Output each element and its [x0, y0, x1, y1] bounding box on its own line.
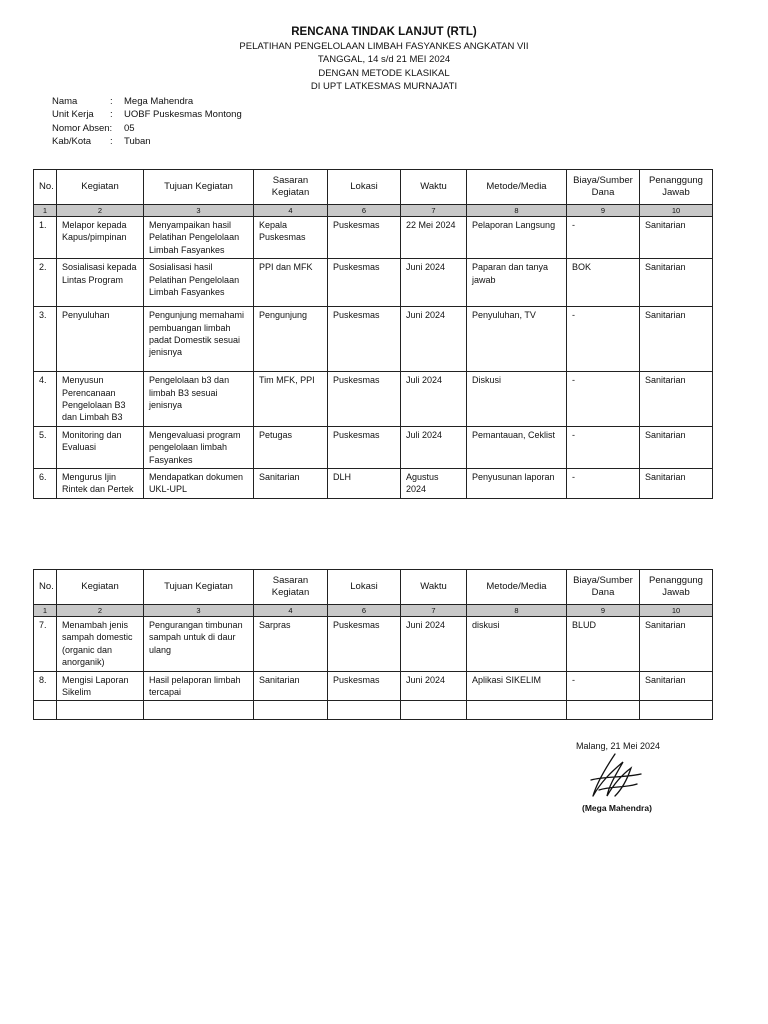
cell-tujuan: [144, 701, 254, 720]
cell-tujuan: Pengelolaan b3 dan limbah B3 sesuai jenisnya: [144, 372, 254, 427]
cell-waktu: Juni 2024: [401, 259, 467, 307]
column-number: 9: [567, 205, 640, 217]
cell-biaya: -: [567, 307, 640, 372]
column-number: 8: [467, 605, 567, 617]
signature-place-date: Malang, 21 Mei 2024: [576, 741, 661, 751]
cell-pj: Sanitarian: [640, 426, 713, 468]
column-header: Waktu: [401, 170, 467, 205]
column-number: 6: [328, 205, 401, 217]
column-number: 6: [328, 605, 401, 617]
identity-block: [52, 95, 242, 148]
cell-lokasi: DLH: [328, 469, 401, 499]
column-header: No.: [34, 170, 57, 205]
header-line-1: PELATIHAN PENGELOLAAN LIMBAH FASYANKES ANGKATAN VII: [239, 40, 529, 52]
cell-biaya: -: [567, 469, 640, 499]
column-header: Sasaran Kegiatan: [254, 170, 328, 205]
cell-biaya: BLUD: [567, 617, 640, 672]
cell-kegiatan: [57, 701, 144, 720]
column-header: Lokasi: [328, 570, 401, 605]
column-number: 1: [34, 205, 57, 217]
cell-waktu: 22 Mei 2024: [401, 217, 467, 259]
cell-lokasi: Puskesmas: [328, 671, 401, 701]
column-number: 3: [144, 605, 254, 617]
identity-row: [52, 108, 242, 121]
cell-waktu: [401, 701, 467, 720]
cell-sasaran: Sanitarian: [254, 671, 328, 701]
cell-sasaran: Sarpras: [254, 617, 328, 672]
signatory-name: (Mega Mahendra): [582, 803, 652, 813]
column-number: 7: [401, 205, 467, 217]
identity-separator: :: [110, 135, 113, 147]
identity-value: Mega Mahendra: [124, 96, 194, 107]
identity-separator: :: [110, 109, 113, 121]
cell-no: 5.: [34, 426, 57, 468]
cell-kegiatan: Monitoring dan Evaluasi: [57, 426, 144, 468]
column-number: 2: [57, 605, 144, 617]
cell-pj: Sanitarian: [640, 617, 713, 672]
cell-tujuan: Sosialisasi hasil Pelatihan Pengelolaan Limbah Fasyankes: [144, 259, 254, 307]
table-header-row: [34, 170, 713, 205]
column-number: 9: [567, 605, 640, 617]
cell-metode: [467, 701, 567, 720]
column-number-row: [34, 605, 713, 617]
cell-sasaran: Tim MFK, PPI: [254, 372, 328, 427]
document-title: RENCANA TINDAK LANJUT (RTL): [291, 26, 477, 38]
identity-row: [52, 95, 242, 108]
cell-waktu: Juli 2024: [401, 372, 467, 427]
column-number: 2: [57, 205, 144, 217]
identity-value: UOBF Puskesmas Montong: [124, 109, 242, 121]
cell-waktu: Agustus 2024: [401, 469, 467, 499]
column-number: 7: [401, 605, 467, 617]
cell-pj: [640, 701, 713, 720]
cell-tujuan: Hasil pelaporan limbah tercapai: [144, 671, 254, 701]
cell-no: 1.: [34, 217, 57, 259]
column-header: Kegiatan: [57, 570, 144, 605]
column-number: 3: [144, 205, 254, 217]
column-header: No.: [34, 570, 57, 605]
column-header: Penanggung Jawab: [640, 570, 713, 605]
cell-kegiatan: Sosialisasi kepada Lintas Program: [57, 259, 144, 307]
cell-lokasi: [328, 701, 401, 720]
cell-kegiatan: Melapor kepada Kapus/pimpinan: [57, 217, 144, 259]
identity-label: Kab/Kota: [52, 135, 92, 147]
document-header: [0, 26, 768, 94]
column-number: 8: [467, 205, 567, 217]
cell-pj: Sanitarian: [640, 372, 713, 427]
cell-pj: Sanitarian: [640, 217, 713, 259]
cell-pj: Sanitarian: [640, 259, 713, 307]
cell-no: 2.: [34, 259, 57, 307]
column-header: Tujuan Kegiatan: [144, 570, 254, 605]
identity-label: Nama: [52, 96, 78, 107]
cell-biaya: BOK: [567, 259, 640, 307]
cell-metode: Aplikasi SIKELIM: [467, 671, 567, 701]
cell-sasaran: PPI dan MFK: [254, 259, 328, 307]
cell-metode: Penyuluhan, TV: [467, 307, 567, 372]
header-line-4: DI UPT LATKESMAS MURNAJATI: [310, 81, 458, 92]
column-header: Lokasi: [328, 170, 401, 205]
cell-tujuan: Menyampaikan hasil Pelatihan Pengelolaan Limbah Fasyankes: [144, 217, 254, 259]
identity-value: 05: [124, 122, 135, 134]
table-row-empty: [34, 701, 713, 720]
table-row: [34, 307, 713, 372]
cell-kegiatan: Menambah jenis sampah domestic (organic dan anorganik): [57, 617, 144, 672]
cell-kegiatan: Mengurus Ijin Rintek dan Pertek: [57, 469, 144, 499]
cell-no: 6.: [34, 469, 57, 499]
cell-no: [34, 701, 57, 720]
cell-lokasi: Puskesmas: [328, 217, 401, 259]
identity-value: Tuban: [124, 135, 151, 147]
cell-metode: Pelaporan Langsung: [467, 217, 567, 259]
cell-metode: Penyusunan laporan: [467, 469, 567, 499]
column-number: 10: [640, 205, 713, 217]
rtl-table-2: [33, 569, 713, 720]
cell-no: 7.: [34, 617, 57, 672]
table-row: [34, 469, 713, 499]
cell-lokasi: Puskesmas: [328, 259, 401, 307]
identity-row: [52, 135, 242, 148]
handwritten-signature: [585, 752, 645, 805]
cell-no: 4.: [34, 372, 57, 427]
cell-biaya: -: [567, 372, 640, 427]
cell-pj: Sanitarian: [640, 469, 713, 499]
column-number: 4: [254, 205, 328, 217]
table-row: [34, 217, 713, 259]
cell-no: 8.: [34, 671, 57, 701]
cell-biaya: -: [567, 671, 640, 701]
cell-lokasi: Puskesmas: [328, 372, 401, 427]
cell-tujuan: Pengunjung memahami pembuangan limbah padat Domestik sesuai jenisnya: [144, 307, 254, 372]
cell-biaya: -: [567, 217, 640, 259]
cell-metode: diskusi: [467, 617, 567, 672]
cell-sasaran: [254, 701, 328, 720]
table-row: [34, 671, 713, 701]
cell-pj: Sanitarian: [640, 671, 713, 701]
cell-waktu: Juni 2024: [401, 617, 467, 672]
column-number: 1: [34, 605, 57, 617]
cell-tujuan: Mengevaluasi program pengelolaan limbah Fasyankes: [144, 426, 254, 468]
cell-kegiatan: Mengisi Laporan Sikelim: [57, 671, 144, 701]
column-header: Biaya/Sumber Dana: [567, 170, 640, 205]
cell-pj: Sanitarian: [640, 307, 713, 372]
cell-lokasi: Puskesmas: [328, 617, 401, 672]
cell-metode: Diskusi: [467, 372, 567, 427]
table-header-row: [34, 570, 713, 605]
cell-tujuan: Mendapatkan dokumen UKL-UPL: [144, 469, 254, 499]
cell-metode: Pemantauan, Ceklist: [467, 426, 567, 468]
header-line-2: TANGGAL, 14 s/d 21 MEI 2024: [317, 54, 451, 65]
identity-row: [52, 122, 242, 135]
column-header: Sasaran Kegiatan: [254, 570, 328, 605]
table-row: [34, 617, 713, 672]
column-header: Biaya/Sumber Dana: [567, 570, 640, 605]
table-row: [34, 259, 713, 307]
identity-label: Nomor Absen:: [52, 122, 113, 134]
identity-label: Unit Kerja: [52, 109, 94, 121]
table-row: [34, 372, 713, 427]
cell-waktu: Juni 2024: [401, 671, 467, 701]
table-row: [34, 426, 713, 468]
cell-lokasi: Puskesmas: [328, 307, 401, 372]
column-header: Metode/Media: [467, 570, 567, 605]
cell-sasaran: Kepala Puskesmas: [254, 217, 328, 259]
header-line-3: DENGAN METODE KLASIKAL: [318, 67, 450, 79]
cell-waktu: Juni 2024: [401, 307, 467, 372]
cell-no: 3.: [34, 307, 57, 372]
cell-lokasi: Puskesmas: [328, 426, 401, 468]
column-header: Waktu: [401, 570, 467, 605]
cell-kegiatan: Menyusun Perencanaan Pengelolaan B3 dan Limbah B3: [57, 372, 144, 427]
cell-sasaran: Sanitarian: [254, 469, 328, 499]
cell-tujuan: Pengurangan timbunan sampah untuk di daur ulang: [144, 617, 254, 672]
cell-metode: Paparan dan tanya jawab: [467, 259, 567, 307]
cell-kegiatan: Penyuluhan: [57, 307, 144, 372]
column-header: Penanggung Jawab: [640, 170, 713, 205]
cell-sasaran: Petugas: [254, 426, 328, 468]
column-number: 10: [640, 605, 713, 617]
column-number-row: [34, 205, 713, 217]
column-header: Kegiatan: [57, 170, 144, 205]
cell-biaya: [567, 701, 640, 720]
cell-waktu: Juli 2024: [401, 426, 467, 468]
column-number: 4: [254, 605, 328, 617]
rtl-table-1: [33, 169, 713, 499]
cell-sasaran: Pengunjung: [254, 307, 328, 372]
identity-separator: :: [110, 96, 113, 107]
column-header: Tujuan Kegiatan: [144, 170, 254, 205]
column-header: Metode/Media: [467, 170, 567, 205]
cell-biaya: -: [567, 426, 640, 468]
